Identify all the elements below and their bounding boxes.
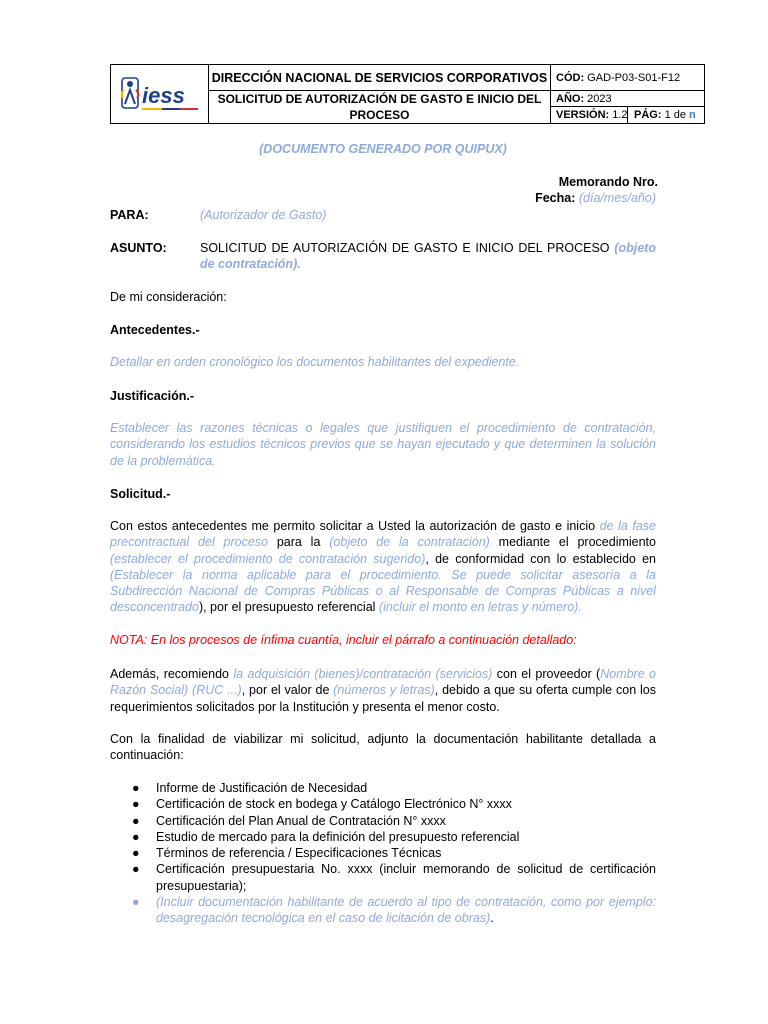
solicitud-text-1: Con estos antecedentes me permito solicitar a Usted la autorización de gasto e inicio [110, 519, 596, 533]
year-label: AÑO: [556, 92, 585, 105]
attachment-hint-end: . [490, 911, 494, 926]
attachment-text: Certificación del Plan Anual de Contratación N° xxxx [156, 813, 446, 828]
page-total: n [689, 109, 696, 121]
solicitud-text-3: mediante el procedimiento [498, 535, 656, 550]
ademas-text-3: , por el valor de [241, 683, 330, 698]
greeting: De mi consideración: [110, 290, 227, 304]
org-title: DIRECCIÓN NACIONAL DE SERVICIOS CORPORATIVOS [209, 65, 550, 91]
attachment-text: Términos de referencia / Especificaciones Técnicas [156, 846, 442, 861]
solicitud-heading: Solicitud.- [110, 487, 171, 501]
list-item [110, 845, 656, 861]
version-value: 1.2 [612, 109, 628, 121]
nota: NOTA: En los procesos de ínfima cuantía, incluir el párrafo a continuación detallado: [110, 633, 577, 647]
year-value: 2023 [587, 92, 612, 105]
code-cell [551, 65, 704, 91]
version-label: VERSIÓN: [556, 109, 610, 121]
version-cell [551, 107, 628, 123]
logo-wordmark: iess [141, 83, 185, 108]
list-item [110, 894, 656, 927]
memo-number: Memorando Nro. [558, 175, 658, 189]
solicitud-text-2: para la [276, 535, 321, 550]
solicitud-text-4: , de conformidad con lo establecido en [425, 551, 657, 566]
asunto-text: SOLICITUD DE AUTORIZACIÓN DE GASTO E INICIO DEL PROCESO [200, 241, 610, 255]
page-cell [628, 107, 704, 123]
antecedentes-heading: Antecedentes.- [110, 323, 200, 337]
solicitud-paragraph [110, 518, 656, 616]
asunto-label: ASUNTO: [110, 241, 167, 255]
page-label: PÁG: [634, 109, 662, 121]
year-cell [551, 91, 704, 107]
list-item [110, 796, 656, 812]
ademas-text-1: Además, recomiendo [110, 667, 230, 681]
attachment-text: Estudio de mercado para la definición del presupuesto referencial [156, 829, 520, 844]
code-label: CÓD: [556, 71, 585, 84]
attachment-text: Certificación de stock en bodega y Catálogo Electrónico N° xxxx [156, 797, 512, 812]
bullet-icon: ● [132, 813, 140, 828]
date-label: Fecha: [535, 191, 576, 205]
header-table [110, 64, 705, 124]
ademas-hint-1: la adquisición (bienes)/contratación (servicios) [233, 667, 493, 681]
doc-title: SOLICITUD DE AUTORIZACIÓN DE GASTO E INICIO DEL PROCESO [217, 92, 542, 122]
generated-note: (DOCUMENTO GENERADO POR QUIPUX) [259, 142, 507, 156]
closing-paragraph: Con la finalidad de viabilizar mi solicitud, adjunto la documentación habilitante detallada a continuación: [110, 732, 656, 763]
attachment-text: Certificación presupuestaria No. xxxx (incluir memorando de solicitud de certificación presupuestaria); [156, 862, 656, 893]
attachment-list [110, 780, 656, 927]
bullet-icon: ● [132, 846, 140, 861]
bullet-icon: ● [132, 895, 140, 910]
list-item [110, 861, 656, 894]
date-value: (día/mes/año) [578, 191, 656, 205]
bullet-icon: ● [132, 829, 140, 844]
asunto-hint: (objeto de contratación). [200, 241, 656, 272]
ademas-text-4: , debido a que su oferta cumple con los requerimientos solicitados por la Institución y presenta el menor costo. [110, 683, 656, 714]
bullet-icon: ● [132, 862, 140, 877]
justificacion-hint: Establecer las razones técnicas o legales que justifiquen el procedimiento de contratación, considerando los estudios técnicos previos que se hayan ejecutado y que determinen la solución de la problemática. [110, 421, 656, 468]
justificacion-heading: Justificación.- [110, 389, 195, 403]
list-item [110, 780, 656, 796]
iess-logo-icon [116, 70, 204, 118]
solicitud-hint-2: (objeto de la contratación) [329, 535, 490, 550]
ademas-paragraph [110, 666, 656, 715]
list-item [110, 813, 656, 829]
ademas-hint-2: Nombre o Razón Social) (RUC ...) [110, 667, 656, 698]
memo-date [110, 190, 656, 206]
page-value: 1 de [664, 109, 686, 121]
solicitud-hint-4: (Establecer la norma aplicable para el procedimiento. Se puede solicitar asesoría a la Subdirección Nacional de Compras Públicas o al Responsable de Compras Públicas a nivel desconcentrado [110, 567, 656, 615]
solicitud-hint-5: (incluir el monto en letras y número). [378, 600, 582, 615]
ademas-hint-3: (números y letras) [333, 683, 435, 698]
attachment-text: Informe de Justificación de Necesidad [156, 781, 368, 795]
asunto-value [200, 240, 656, 273]
attachment-hint: (Incluir documentación habilitante de acuerdo al tipo de contratación, como por ejemplo: desagregación tecnológica en el caso de licitación de obras) [156, 895, 656, 926]
ademas-text-2: con el proveedor ( [496, 667, 601, 681]
solicitud-hint-1: de la fase precontractual del proceso [110, 519, 656, 550]
bullet-icon: ● [132, 781, 140, 795]
list-item [110, 829, 656, 845]
code-value: GAD-P03-S01-F12 [587, 71, 681, 84]
solicitud-text-5: ), por el presupuesto referencial [198, 600, 376, 615]
para-value: (Autorizador de Gasto) [200, 208, 327, 222]
solicitud-hint-3: (establecer el procedimiento de contratación sugerido) [110, 551, 426, 566]
bullet-icon: ● [132, 797, 140, 812]
iess-logo [111, 65, 209, 123]
antecedentes-hint: Detallar en orden cronológico los documentos habilitantes del expediente. [110, 355, 520, 369]
para-label: PARA: [110, 208, 149, 222]
